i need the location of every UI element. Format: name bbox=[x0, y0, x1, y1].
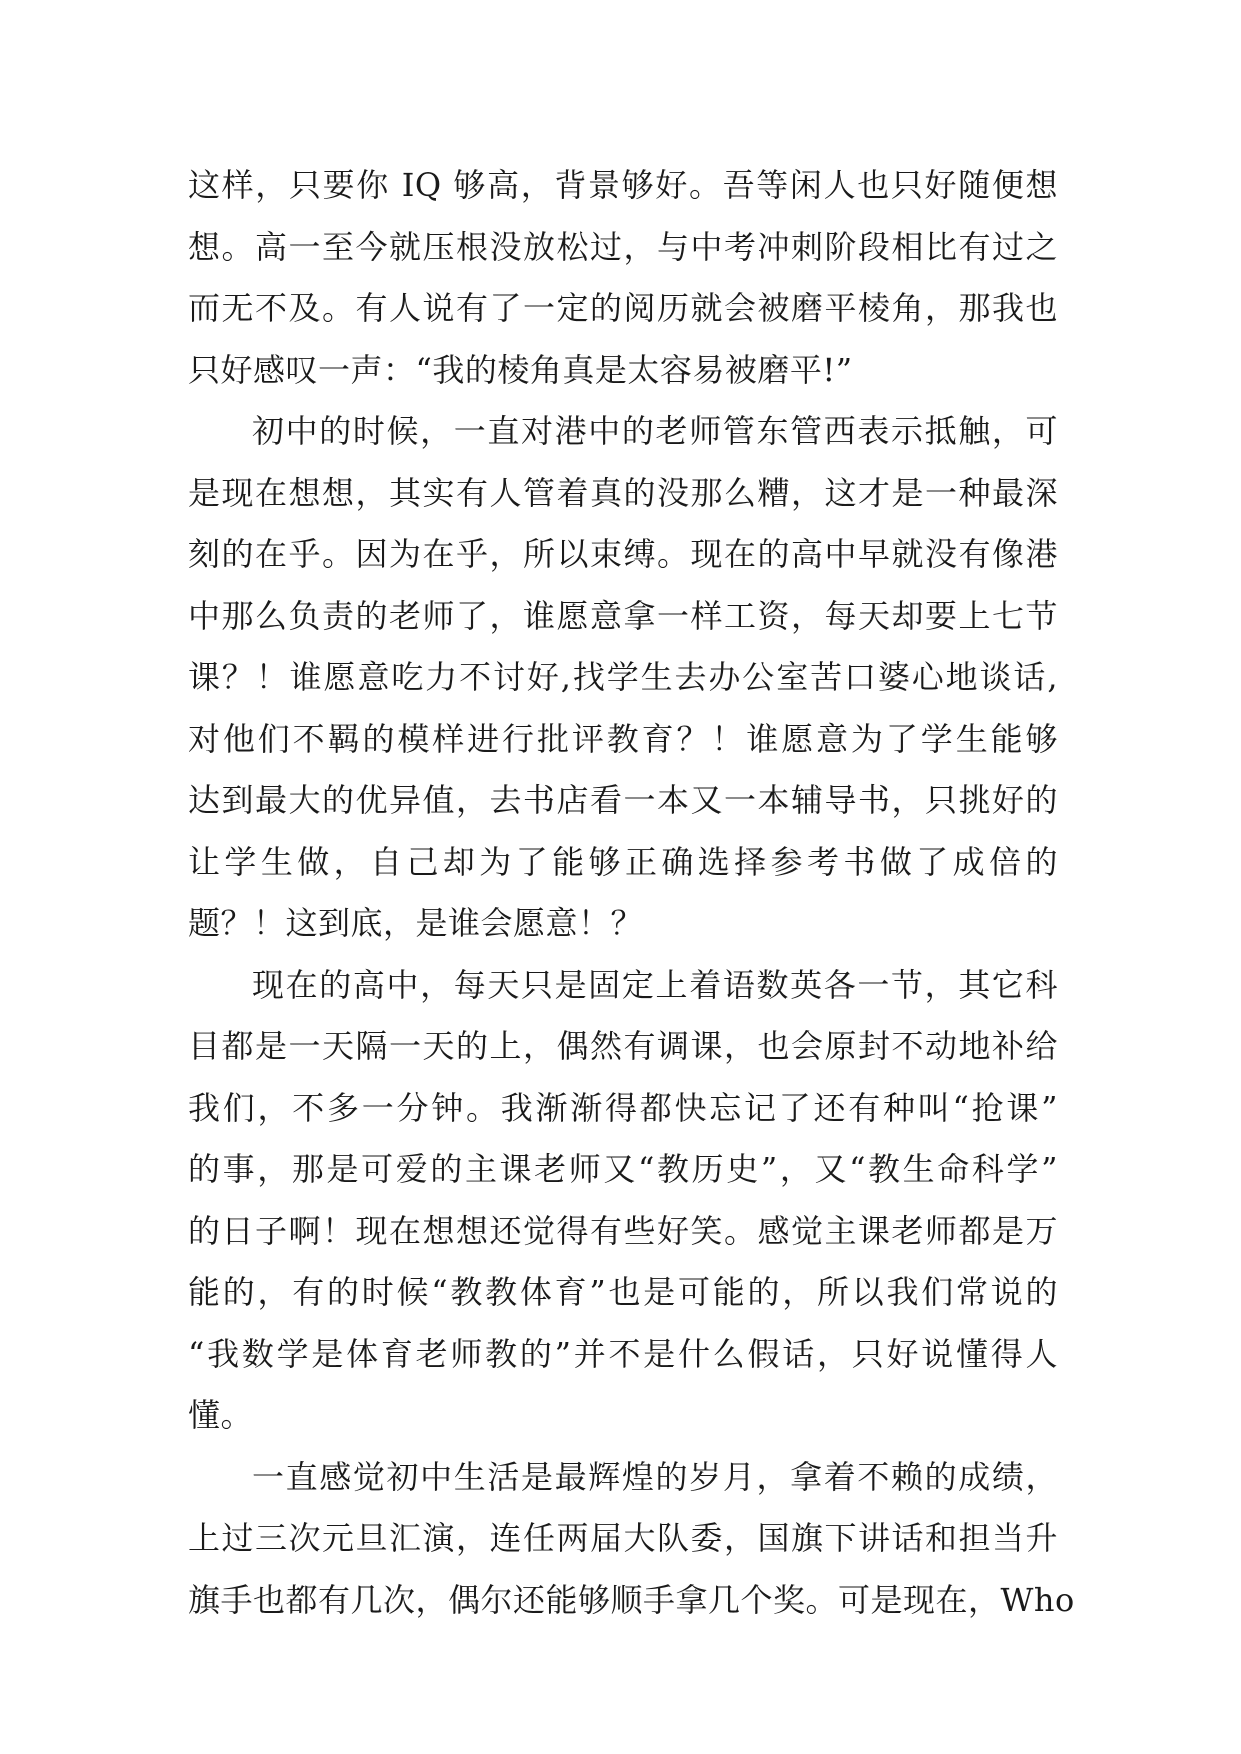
text-line: 达到最大的优异值，去书店看一本又一本辅导书，只挑好的 bbox=[188, 781, 1058, 819]
text-line: 中那么负责的老师了，谁愿意拿一样工资，每天却要上七节 bbox=[188, 596, 1058, 635]
paragraph-start-line: 一直感觉初中生活是最辉煌的岁月，拿着不赖的成绩， bbox=[252, 1457, 1058, 1496]
text-line: 我们，不多一分钟。我渐渐得都快忘记了还有种叫“抢课” bbox=[188, 1088, 1058, 1127]
text-line: 题？！这到底，是谁会愿意！？ bbox=[188, 904, 644, 942]
text-line: 课？！谁愿意吃力不讨好,找学生去办公室苦口婆心地谈话, bbox=[188, 658, 1058, 696]
text-line: 只好感叹一声：“我的棱角真是太容易被磨平!” bbox=[188, 350, 853, 389]
text-line: 对他们不羁的模样进行批评教育？！谁愿意为了学生能够 bbox=[188, 719, 1058, 758]
text-line: 懂。 bbox=[188, 1396, 254, 1434]
text-line: 让学生做，自己却为了能够正确选择参考书做了成倍的 bbox=[188, 842, 1058, 881]
text-line: 的事，那是可爱的主课老师又“教历史”，又“教生命科学” bbox=[188, 1150, 1058, 1188]
text-line: 的日子啊！现在想想还觉得有些好笑。感觉主课老师都是万 bbox=[188, 1211, 1058, 1250]
text-line: 想。高一至今就压根没放松过，与中考冲刺阶段相比有过之 bbox=[188, 227, 1058, 266]
text-line: 这样，只要你 IQ 够高，背景够好。吾等闲人也只好随便想 bbox=[188, 166, 1058, 204]
text-line: “我数学是体育老师教的”并不是什么假话，只好说懂得人 bbox=[188, 1334, 1058, 1373]
text-line: 是现在想想，其实有人管着真的没那么糟，这才是一种最深 bbox=[188, 473, 1058, 512]
paragraph-start-line: 现在的高中，每天只是固定上着语数英各一节，其它科 bbox=[252, 965, 1058, 1004]
paragraph-start-line: 初中的时候，一直对港中的老师管东管西表示抵触，可 bbox=[252, 412, 1058, 450]
text-line: 上过三次元旦汇演，连任两届大队委，国旗下讲话和担当升 bbox=[188, 1519, 1058, 1557]
body-text bbox=[188, 155, 1075, 1631]
text-line: 而无不及。有人说有了一定的阅历就会被磨平棱角，那我也 bbox=[188, 289, 1058, 327]
text-line: 能的，有的时候“教教体育”也是可能的，所以我们常说的 bbox=[188, 1273, 1058, 1311]
text-line: 目都是一天隔一天的上，偶然有调课，也会原封不动地补给 bbox=[188, 1027, 1058, 1065]
text-line: 旗手也都有几次，偶尔还能够顺手拿几个奖。可是现在，Who bbox=[188, 1580, 1075, 1619]
text-line: 刻的在乎。因为在乎，所以束缚。现在的高中早就没有像港 bbox=[188, 535, 1058, 573]
